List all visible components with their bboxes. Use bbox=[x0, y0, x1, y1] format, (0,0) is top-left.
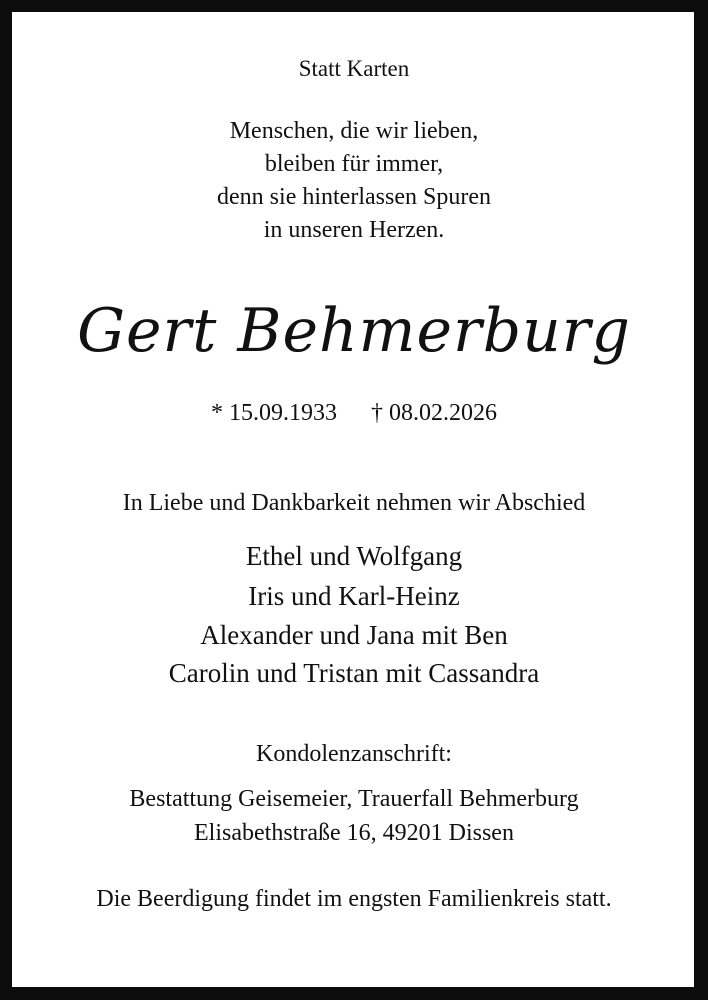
death-date: † 08.02.2026 bbox=[371, 400, 497, 426]
poem-line-4: in unseren Herzen. bbox=[263, 217, 445, 243]
condolence-heading: Kondolenzanschrift: bbox=[256, 741, 452, 767]
family-line-4: Carolin und Tristan mit Cassandra bbox=[168, 658, 540, 688]
life-dates bbox=[0, 400, 708, 427]
poem-line-1: Menschen, die wir lieben, bbox=[229, 118, 479, 144]
header-statt-karten: Statt Karten bbox=[298, 56, 410, 81]
farewell-line: In Liebe und Dankbarkeit nehmen wir Abschied bbox=[122, 490, 586, 516]
family-line-3: Alexander und Jana mit Ben bbox=[200, 620, 508, 650]
family-line-2: Iris und Karl-Heinz bbox=[248, 581, 460, 611]
condolence-address-line-1: Bestattung Geisemeier, Trauerfall Behmerburg bbox=[129, 786, 579, 812]
condolence-address-line-2: Elisabethstraße 16, 49201 Dissen bbox=[194, 820, 514, 846]
funeral-note: Die Beerdigung findet im engsten Familienkreis statt. bbox=[96, 886, 612, 912]
deceased-name: Gert Behmerburg bbox=[77, 296, 631, 366]
poem-line-3: denn sie hinterlassen Spuren bbox=[217, 184, 491, 210]
birth-date: * 15.09.1933 bbox=[211, 400, 337, 426]
family-line-1: Ethel und Wolfgang bbox=[245, 541, 463, 571]
poem-line-2: bleiben für immer, bbox=[264, 151, 444, 177]
